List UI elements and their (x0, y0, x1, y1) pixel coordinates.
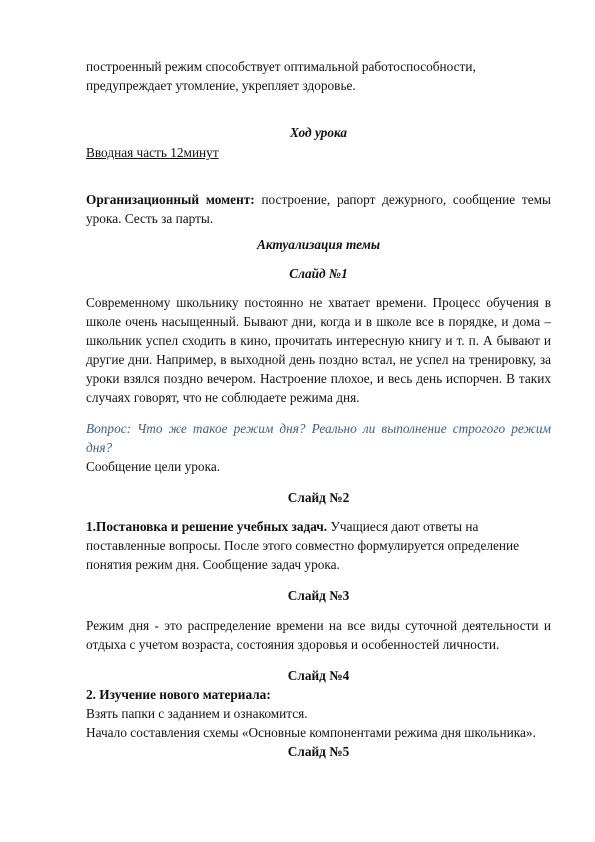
slide-4-section-heading: 2. Изучение нового материала: (86, 687, 271, 702)
intro-part-label: Вводная часть 12минут (86, 145, 219, 160)
slide-2-line-3: понятия режим дня. Сообщение задач урока. (86, 557, 340, 572)
slide-3-title: Слайд №3 (287, 588, 350, 603)
slide-2-line-2: поставленные вопросы. После этого совместно формулируется определение (86, 538, 520, 553)
slide-2-task-label: 1.Постановка и решение учебных задач. (86, 519, 328, 534)
intro-line-2: предупреждает утомление, укрепляет здоровье. (86, 78, 356, 93)
slide-3-text: Режим дня - это распределение времени на все виды суточной деятельности и отдыха с учетом возраста, состояния здоровья и особенностей личности. (86, 618, 551, 652)
slide-2-title: Слайд №2 (287, 490, 350, 505)
slide-5-title: Слайд №5 (287, 744, 350, 759)
slide-1-text: Современному школьнику постоянно не хватает времени. Процесс обучения в школе очень насыщенный. Бывают дни, когда и в школе все в порядке, и дома – школьник успел сходить в кино, прочитать интересную книгу и т. п. А бывают и другие дни. Например, в выходной день поздно встал, не успел на тренировку, за уроки взялся поздно вечером. Настроение плохое, и весь день испорчен. В таких случаях говорят, что не соблюдаете режима дня. (86, 295, 551, 405)
slide-4-title: Слайд №4 (287, 668, 350, 683)
org-moment-paragraph (86, 190, 551, 228)
lesson-heading: Ход урока (289, 125, 348, 140)
document-page (86, 57, 551, 761)
intro-line-1: построенный режим способствует оптимальной работоспособности, (86, 59, 476, 74)
slide-2-line-1-rest: Учащиеся дают ответы на (327, 519, 479, 534)
actualization-heading: Актуализация темы (256, 237, 381, 252)
slide-2-line-1 (86, 517, 551, 536)
slide-4-scheme: Начало составления схемы «Основные компонентами режима дня школьника». (86, 725, 536, 740)
goal-message: Сообщение цели урока. (86, 459, 221, 474)
slide-1-title: Слайд №1 (289, 266, 348, 281)
slide-4-task: Взять папки с заданием и ознакомится. (86, 706, 308, 721)
org-moment-label: Организационный момент: (86, 192, 255, 207)
org-moment-text: построение, рапорт дежурного, сообщение темы урока. Сесть за парты. (86, 192, 551, 226)
question-text: Вопрос: Что же такое режим дня? Реально ли выполнение строгого режим дня? (86, 421, 551, 455)
